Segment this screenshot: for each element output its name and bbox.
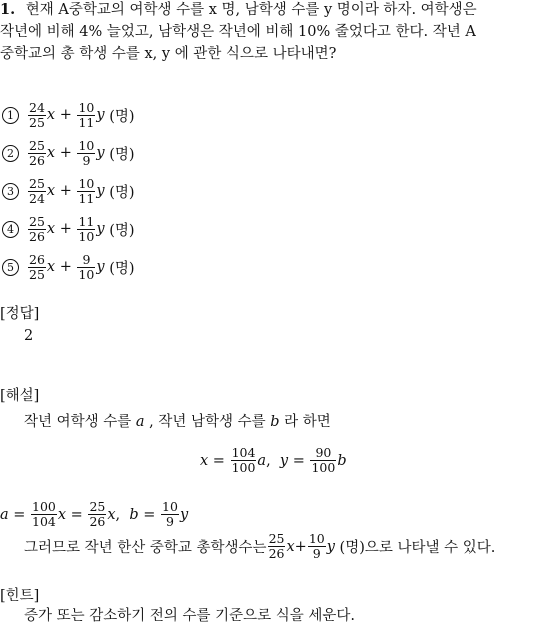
var-a: a <box>135 414 145 430</box>
fraction: $\frac{10}{11}$ <box>78 175 95 206</box>
var-b: b <box>270 414 280 430</box>
choice-4: 4 $\frac{25}{26}$ x + $\frac{11}{10}$ y (명) <box>2 210 135 248</box>
fraction: $\frac{25}{26}$ <box>29 213 45 244</box>
question-line-3: 중학교의 총 학생 수를 x, y 에 관한 식으로 나타내면? <box>0 46 337 62</box>
fraction: $\frac{25}{26}$ <box>29 137 45 168</box>
hint-label: [힌트] <box>0 588 40 604</box>
solution-line-1: 작년 여학생 수를 a , 작년 남학생 수를 b 라 하면 <box>24 414 331 430</box>
unit: (명) <box>109 146 135 163</box>
choice-3: 3 $\frac{25}{24}$ x + $\frac{10}{11}$ y (명) <box>2 172 135 210</box>
question-line-1 <box>0 0 477 20</box>
hint-text: 증가 또는 감소하기 전의 수를 기준으로 식을 세운다. <box>24 608 356 624</box>
choice-5: 5 $\frac{26}{25}$ x + $\frac{9}{10}$ y (명) <box>2 248 135 286</box>
fraction: $\frac{10}{9}$ <box>162 499 178 529</box>
fraction: $\frac{10}{9}$ <box>78 137 95 168</box>
question-number: 1. <box>0 1 16 18</box>
fraction: $\frac{9}{10}$ <box>78 251 95 282</box>
equation-1: x = $\frac{104}{100}$ a , y = $\frac{90}{100}$ b <box>200 445 347 475</box>
fraction: $\frac{100}{104}$ <box>32 499 56 529</box>
fraction: $\frac{25}{24}$ <box>29 175 45 206</box>
fraction: $\frac{90}{100}$ <box>311 445 336 475</box>
unit: (명) <box>109 184 135 201</box>
choice-1: 1 $\frac{24}{25}$ x + $\frac{10}{11}$ y (명) <box>2 96 135 134</box>
choice-2: 2 $\frac{25}{26}$ x + $\frac{10}{9}$ y (명) <box>2 134 135 172</box>
fraction: $\frac{25}{26}$ <box>89 499 106 529</box>
choice-marker: 5 <box>2 259 19 276</box>
question-text-1: 현재 A중학교의 여학생 수를 x 명, 남학생 수를 y 명이라 하자. 여학생은 <box>25 2 477 18</box>
question-line-2: 작년에 비해 4% 늘었고, 남학생은 작년에 비해 10% 줄었다고 한다. 작년 A <box>0 24 476 40</box>
unit: (명) <box>109 260 135 277</box>
fraction: $\frac{25}{26}$ <box>268 531 285 561</box>
solution-label: [해설] <box>0 388 40 404</box>
fraction: $\frac{26}{25}$ <box>29 251 45 282</box>
unit: (명) <box>109 222 135 239</box>
fraction: $\frac{11}{10}$ <box>78 213 95 244</box>
fraction: $\frac{10}{9}$ <box>308 531 325 561</box>
fraction: $\frac{10}{11}$ <box>78 99 95 130</box>
answer-value: 2 <box>24 328 34 344</box>
choice-marker: 3 <box>2 183 19 200</box>
choice-marker: 2 <box>2 145 19 162</box>
choice-marker: 4 <box>2 221 19 238</box>
answer-label: [정답] <box>0 306 40 322</box>
choice-marker: 1 <box>2 107 19 124</box>
fraction: $\frac{104}{100}$ <box>231 445 256 475</box>
equation-2: a = $\frac{100}{104}$ x = $\frac{25}{26}$ x , b = $\frac{10}{9}$ y <box>0 499 189 529</box>
unit: (명) <box>109 108 135 125</box>
fraction: $\frac{24}{25}$ <box>29 99 45 130</box>
solution-conclusion: 그러므로 작년 한산 중학교 총학생수는 $\frac{25}{26}$ x + $\frac{10}{9}$ y (명)으로 나타낼 수 있다. <box>24 531 496 561</box>
